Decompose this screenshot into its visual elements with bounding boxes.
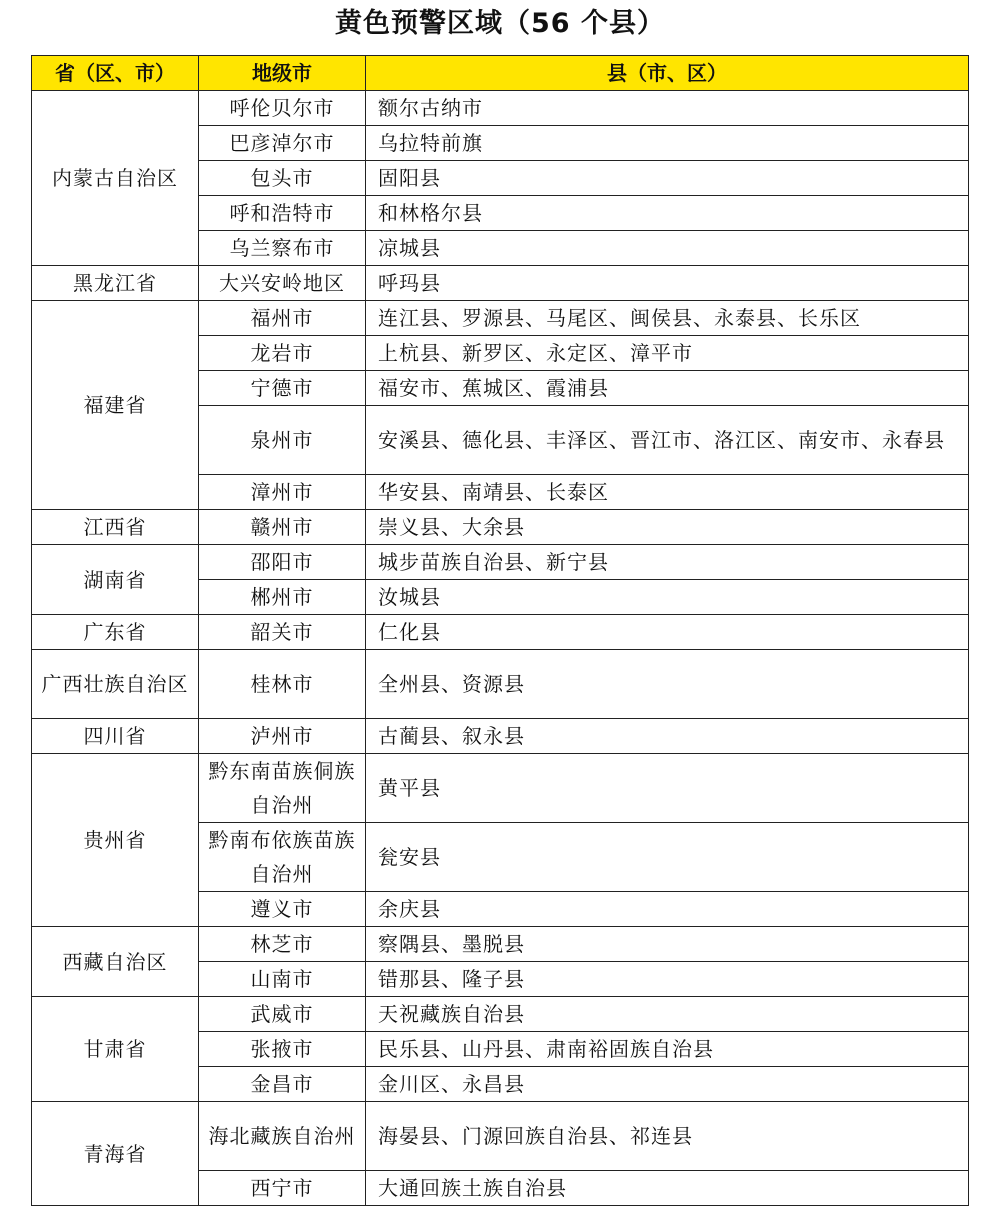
city-cell: 宁德市 xyxy=(199,371,366,406)
county-cell: 固阳县 xyxy=(366,161,969,196)
header-county: 县（市、区） xyxy=(366,56,969,91)
county-cell: 天祝藏族自治县 xyxy=(366,997,969,1032)
city-cell: 金昌市 xyxy=(199,1067,366,1102)
county-cell: 金川区、永昌县 xyxy=(366,1067,969,1102)
province-cell: 福建省 xyxy=(32,301,199,510)
city-cell: 大兴安岭地区 xyxy=(199,266,366,301)
county-cell: 华安县、南靖县、长泰区 xyxy=(366,475,969,510)
county-cell: 崇义县、大余县 xyxy=(366,510,969,545)
province-cell: 甘肃省 xyxy=(32,997,199,1102)
table-row xyxy=(32,719,969,754)
header-city: 地级市 xyxy=(199,56,366,91)
table-header-row xyxy=(32,56,969,91)
table-row xyxy=(32,927,969,962)
county-cell: 察隅县、墨脱县 xyxy=(366,927,969,962)
county-cell: 凉城县 xyxy=(366,231,969,266)
county-cell: 连江县、罗源县、马尾区、闽侯县、永泰县、长乐区 xyxy=(366,301,969,336)
city-cell: 龙岩市 xyxy=(199,336,366,371)
city-cell: 漳州市 xyxy=(199,475,366,510)
city-cell: 乌兰察布市 xyxy=(199,231,366,266)
county-cell: 城步苗族自治县、新宁县 xyxy=(366,545,969,580)
city-cell: 邵阳市 xyxy=(199,545,366,580)
county-cell: 额尔古纳市 xyxy=(366,91,969,126)
county-cell: 瓮安县 xyxy=(366,823,969,892)
province-cell: 西藏自治区 xyxy=(32,927,199,997)
province-cell: 广西壮族自治区 xyxy=(32,650,199,719)
province-cell: 青海省 xyxy=(32,1102,199,1206)
city-cell: 桂林市 xyxy=(199,650,366,719)
table-row xyxy=(32,650,969,719)
province-cell: 江西省 xyxy=(32,510,199,545)
county-cell: 大通回族土族自治县 xyxy=(366,1171,969,1206)
city-cell: 郴州市 xyxy=(199,580,366,615)
county-cell: 仁化县 xyxy=(366,615,969,650)
city-cell: 呼和浩特市 xyxy=(199,196,366,231)
county-cell: 黄平县 xyxy=(366,754,969,823)
page-title: 黄色预警区域（56 个县） xyxy=(335,8,665,39)
table-row xyxy=(32,510,969,545)
province-cell: 内蒙古自治区 xyxy=(32,91,199,266)
table-row xyxy=(32,615,969,650)
table-row xyxy=(32,91,969,126)
province-cell: 广东省 xyxy=(32,615,199,650)
table-row xyxy=(32,1102,969,1171)
city-cell: 海北藏族自治州 xyxy=(199,1102,366,1171)
city-cell: 巴彦淖尔市 xyxy=(199,126,366,161)
county-cell: 和林格尔县 xyxy=(366,196,969,231)
table-row xyxy=(32,754,969,823)
table-row xyxy=(32,997,969,1032)
city-cell: 呼伦贝尔市 xyxy=(199,91,366,126)
table-row xyxy=(32,301,969,336)
county-cell: 汝城县 xyxy=(366,580,969,615)
city-cell: 包头市 xyxy=(199,161,366,196)
city-cell: 黔南布依族苗族自治州 xyxy=(199,823,366,892)
county-cell: 上杭县、新罗区、永定区、漳平市 xyxy=(366,336,969,371)
city-cell: 遵义市 xyxy=(199,892,366,927)
province-cell: 黑龙江省 xyxy=(32,266,199,301)
county-cell: 余庆县 xyxy=(366,892,969,927)
city-cell: 武威市 xyxy=(199,997,366,1032)
city-cell: 张掖市 xyxy=(199,1032,366,1067)
county-cell: 安溪县、德化县、丰泽区、晋江市、洛江区、南安市、永春县 xyxy=(366,406,969,475)
city-cell: 韶关市 xyxy=(199,615,366,650)
province-cell: 四川省 xyxy=(32,719,199,754)
county-cell: 古蔺县、叙永县 xyxy=(366,719,969,754)
county-cell: 呼玛县 xyxy=(366,266,969,301)
city-cell: 赣州市 xyxy=(199,510,366,545)
city-cell: 泉州市 xyxy=(199,406,366,475)
county-cell: 全州县、资源县 xyxy=(366,650,969,719)
county-cell: 乌拉特前旗 xyxy=(366,126,969,161)
header-province: 省（区、市） xyxy=(32,56,199,91)
county-cell: 海晏县、门源回族自治县、祁连县 xyxy=(366,1102,969,1171)
province-cell: 湖南省 xyxy=(32,545,199,615)
warning-region-table xyxy=(31,55,969,1206)
table-row xyxy=(32,545,969,580)
city-cell: 泸州市 xyxy=(199,719,366,754)
city-cell: 西宁市 xyxy=(199,1171,366,1206)
city-cell: 黔东南苗族侗族自治州 xyxy=(199,754,366,823)
city-cell: 林芝市 xyxy=(199,927,366,962)
table-row xyxy=(32,266,969,301)
county-cell: 福安市、蕉城区、霞浦县 xyxy=(366,371,969,406)
province-cell: 贵州省 xyxy=(32,754,199,927)
county-cell: 民乐县、山丹县、肃南裕固族自治县 xyxy=(366,1032,969,1067)
city-cell: 福州市 xyxy=(199,301,366,336)
county-cell: 错那县、隆子县 xyxy=(366,962,969,997)
city-cell: 山南市 xyxy=(199,962,366,997)
